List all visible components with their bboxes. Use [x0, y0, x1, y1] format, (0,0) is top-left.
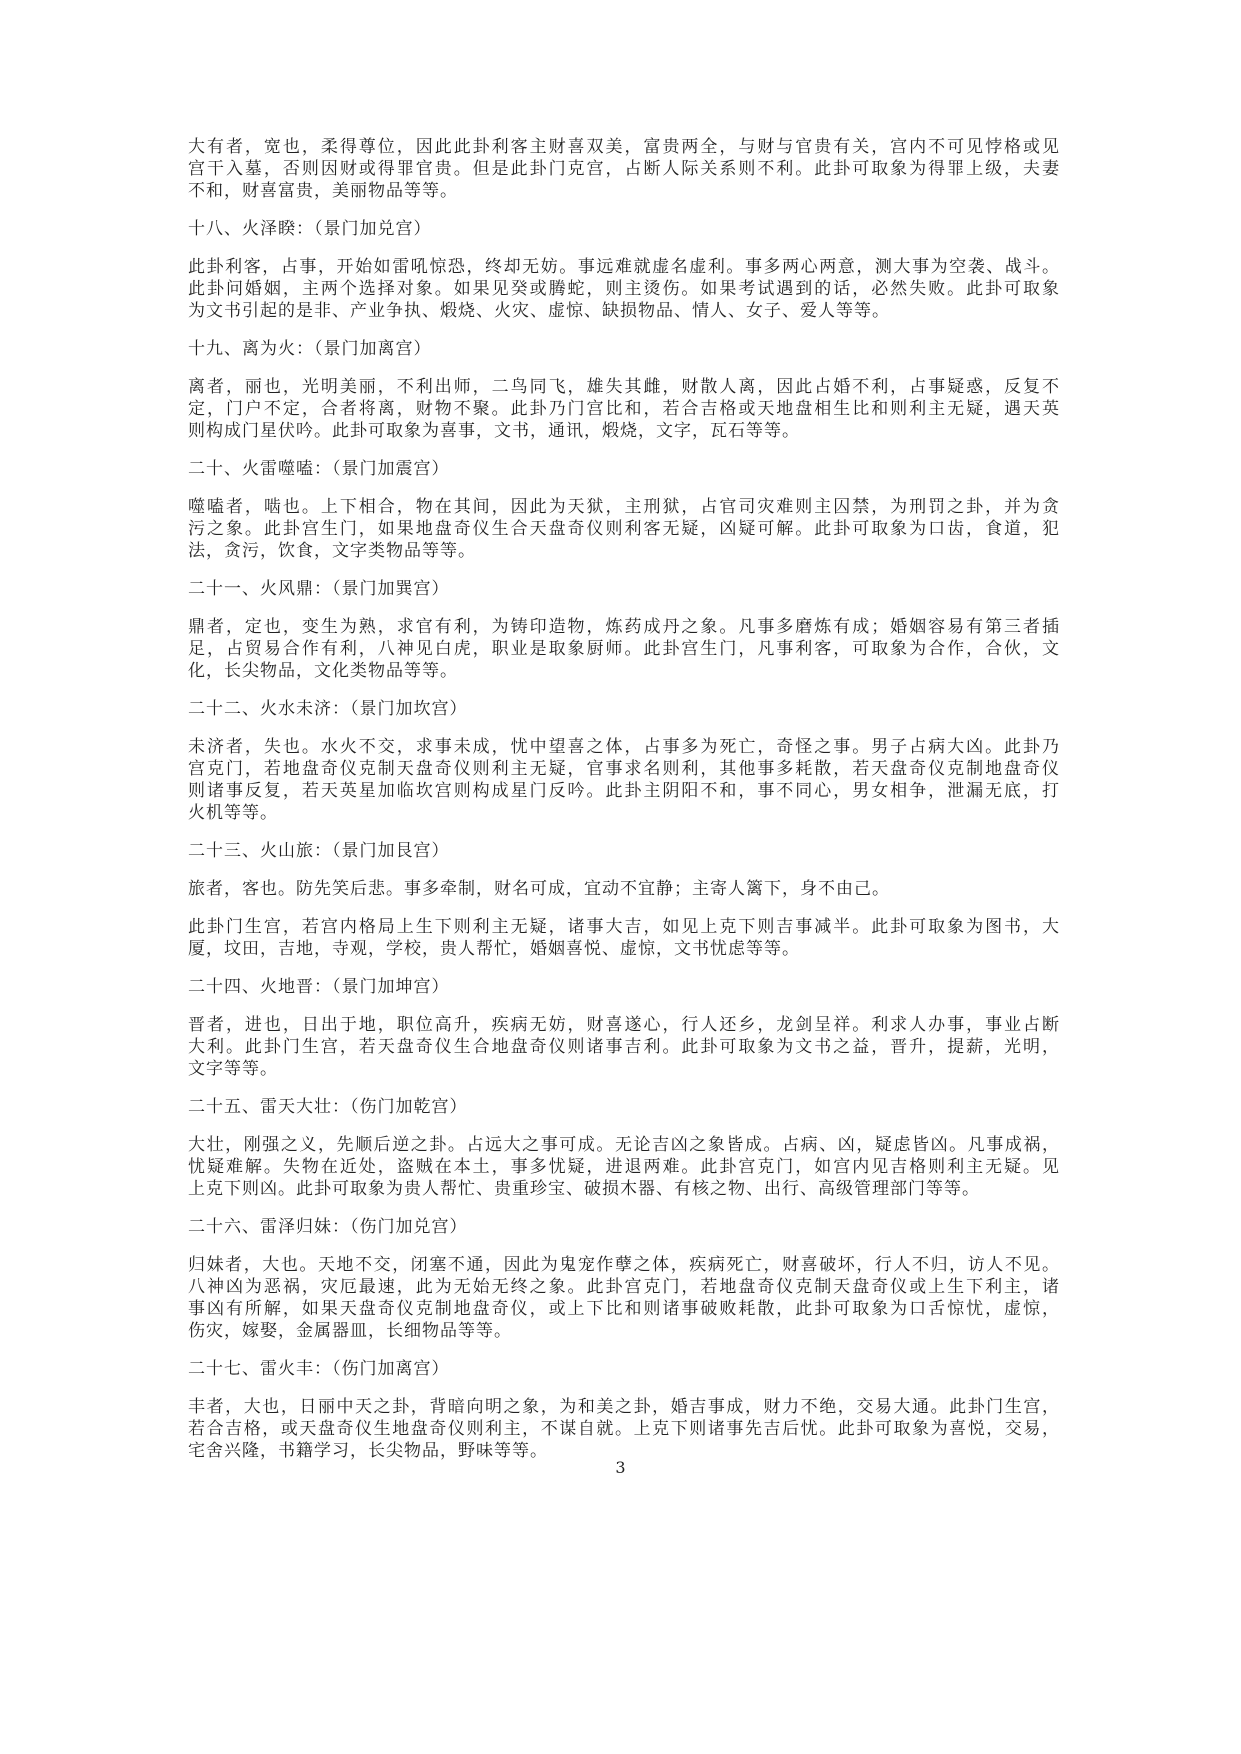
text-line: 宅舍兴隆，书籍学习，长尖物品，野味等等。 — [188, 1441, 548, 1461]
paragraph — [188, 136, 1060, 202]
section-heading — [188, 458, 1060, 480]
section-heading — [188, 338, 1060, 360]
text-line: 八神凶为恶祸，灾厄最速，此为无始无终之象。此卦宫克门，若地盘奇仪克制天盘奇仪或上生下利主，诸 — [188, 1277, 1060, 1297]
text-line: 大有者，宽也，柔得尊位，因此此卦利客主财喜双美，富贵两全，与财与官贵有关，宫内不可见悖格或见 — [188, 137, 1060, 157]
text-line: 为文书引起的是非、产业争执、煅烧、火灾、虚惊、缺损物品、情人、女子、爱人等等。 — [188, 301, 890, 321]
text-line: 定，门户不定，合者将离，财物不聚。此卦乃门宫比和，若合吉格或天地盘相生比和则利主无疑，遇天英 — [188, 399, 1060, 419]
text-line: 晋者，进也，日出于地，职位高升，疾病无妨，财喜遂心，行人还乡，龙剑呈祥。利求人办事，事业占断 — [188, 1015, 1060, 1035]
text-line: 大壮，刚强之义，先顺后逆之卦。占远大之事可成。无论吉凶之象皆成。占病、凶，疑虑皆凶。凡事成祸， — [188, 1135, 1060, 1155]
text-line: 火机等等。 — [188, 803, 278, 823]
heading-text: 十九、离为火：（景门加离宫） — [188, 339, 432, 359]
text-line: 归妹者，大也。天地不交，闭塞不通，因此为鬼宠作孽之体，疾病死亡，财喜破坏，行人不归，访人不见。 — [188, 1255, 1060, 1275]
text-line: 忧疑难解。失物在近处，盗贼在本土，事多忧疑，进退两难。此卦宫克门，如宫内见吉格则利主无疑。见 — [188, 1157, 1060, 1177]
paragraph — [188, 1014, 1060, 1080]
paragraph — [188, 616, 1060, 682]
paragraph — [188, 1396, 1060, 1462]
text-line: 法，贪污，饮食，文字类物品等等。 — [188, 541, 476, 561]
heading-text: 二十六、雷泽归妹：（伤门加兑宫） — [188, 1217, 468, 1237]
section-heading — [188, 1216, 1060, 1238]
text-line: 宫干入墓，否则因财或得罪官贵。但是此卦门克宫，占断人际关系则不利。此卦可取象为得罪上级，夫妻 — [188, 159, 1060, 179]
text-line: 事凶有所解，如果天盘奇仪克制地盘奇仪，或上下比和则诸事破败耗散，此卦可取象为口舌惊忧，虚惊， — [188, 1299, 1060, 1319]
page-number: 3 — [615, 1458, 626, 1477]
heading-text: 二十二、火水未济：（景门加坎宫） — [188, 699, 468, 719]
paragraph — [188, 256, 1060, 322]
paragraph — [188, 736, 1060, 824]
text-line: 上克下则凶。此卦可取象为贵人帮忙、贵重珍宝、破损木器、有核之物、出行、高级管理部门等等。 — [188, 1179, 980, 1199]
heading-text: 二十四、火地晋：（景门加坤宫） — [188, 977, 450, 997]
paragraph — [188, 496, 1060, 562]
text-line: 则诸事反复，若天英星加临坎宫则构成星门反吟。此卦主阴阳不和，事不同心，男女相争，泄漏无底，打 — [188, 781, 1060, 801]
paragraph — [188, 878, 1060, 900]
document-body — [188, 136, 1060, 1478]
text-line: 此卦门生宫，若宫内格局上生下则利主无疑，诸事大吉，如见上克下则吉事减半。此卦可取象为图书，大 — [188, 917, 1060, 937]
paragraph — [188, 1254, 1060, 1342]
text-line: 大利。此卦门生宫，若天盘奇仪生合地盘奇仪则诸事吉利。此卦可取象为文书之益，晋升，提薪，光明， — [188, 1037, 1060, 1057]
text-line: 化，长尖物品，文化类物品等等。 — [188, 661, 458, 681]
text-line: 宫克门，若地盘奇仪克制天盘奇仪则利主无疑，官事求名则利，其他事多耗散，若天盘奇仪克制地盘奇仪 — [188, 759, 1060, 779]
section-heading — [188, 698, 1060, 720]
text-line: 伤灾，嫁娶，金属器皿，长细物品等等。 — [188, 1321, 512, 1341]
paragraph — [188, 376, 1060, 442]
text-line: 若合吉格，或天盘奇仪生地盘奇仪则利主，不谋自就。上克下则诸事先吉后忧。此卦可取象为喜悦，交易， — [188, 1419, 1060, 1439]
section-heading — [188, 1096, 1060, 1118]
text-line: 旅者，客也。防先笑后悲。事多牵制，财名可成，宜动不宜静；主寄人篱下，身不由己。 — [188, 879, 890, 899]
text-line: 丰者，大也，日丽中天之卦，背暗向明之象，为和美之卦，婚吉事成，财力不绝，交易大通。此卦门生宫， — [188, 1397, 1060, 1417]
heading-text: 二十一、火风鼎：（景门加巽宫） — [188, 579, 450, 599]
text-line: 此卦利客，占事，开始如雷吼惊恐，终却无妨。事远难就虚名虚利。事多两心两意，测大事为空袭、战斗。 — [188, 257, 1060, 277]
heading-text: 二十、火雷噬嗑：（景门加震宫） — [188, 459, 450, 479]
heading-text: 十八、火泽睽：（景门加兑宫） — [188, 219, 432, 239]
text-line: 未济者，失也。水火不交，求事未成，忧中望喜之体，占事多为死亡，奇怪之事。男子占病大凶。此卦乃 — [188, 737, 1060, 757]
text-line: 则构成门星伏吟。此卦可取象为喜事，文书，通讯，煅烧，文字，瓦石等等。 — [188, 421, 800, 441]
paragraph — [188, 1134, 1060, 1200]
text-line: 鼎者，定也，变生为熟，求官有利，为铸印造物，炼药成丹之象。凡事多磨炼有成；婚姻容易有第三者插 — [188, 617, 1060, 637]
section-heading — [188, 218, 1060, 240]
text-line: 噬嗑者，啮也。上下相合，物在其间，因此为天狱，主刑狱，占官司灾难则主囚禁，为刑罚之卦，并为贪 — [188, 497, 1060, 517]
section-heading — [188, 840, 1060, 862]
paragraph — [188, 916, 1060, 960]
heading-text: 二十五、雷天大壮：（伤门加乾宫） — [188, 1097, 468, 1117]
text-line: 离者，丽也，光明美丽，不利出师，二鸟同飞，雄失其雌，财散人离，因此占婚不利，占事疑惑，反复不 — [188, 377, 1060, 397]
text-line: 足，占贸易合作有利，八神见白虎，职业是取象厨师。此卦宫生门，凡事利客，可取象为合作，合伙，文 — [188, 639, 1060, 659]
text-line: 此卦问婚姻，主两个选择对象。如果见癸或腾蛇，则主烫伤。如果考试遇到的话，必然失败。此卦可取象 — [188, 279, 1060, 299]
heading-text: 二十三、火山旅：（景门加艮宫） — [188, 841, 450, 861]
text-line: 污之象。此卦宫生门，如果地盘奇仪生合天盘奇仪则利客无疑，凶疑可解。此卦可取象为口齿，食道，犯 — [188, 519, 1060, 539]
text-line: 文字等等。 — [188, 1059, 278, 1079]
section-heading — [188, 1358, 1060, 1380]
heading-text: 二十七、雷火丰：（伤门加离宫） — [188, 1359, 450, 1379]
section-heading — [188, 578, 1060, 600]
section-heading — [188, 976, 1060, 998]
text-line: 厦，坟田，吉地，寺观，学校，贵人帮忙，婚姻喜悦、虚惊，文书忧虑等等。 — [188, 939, 800, 959]
text-line: 不和，财喜富贵，美丽物品等等。 — [188, 181, 458, 201]
